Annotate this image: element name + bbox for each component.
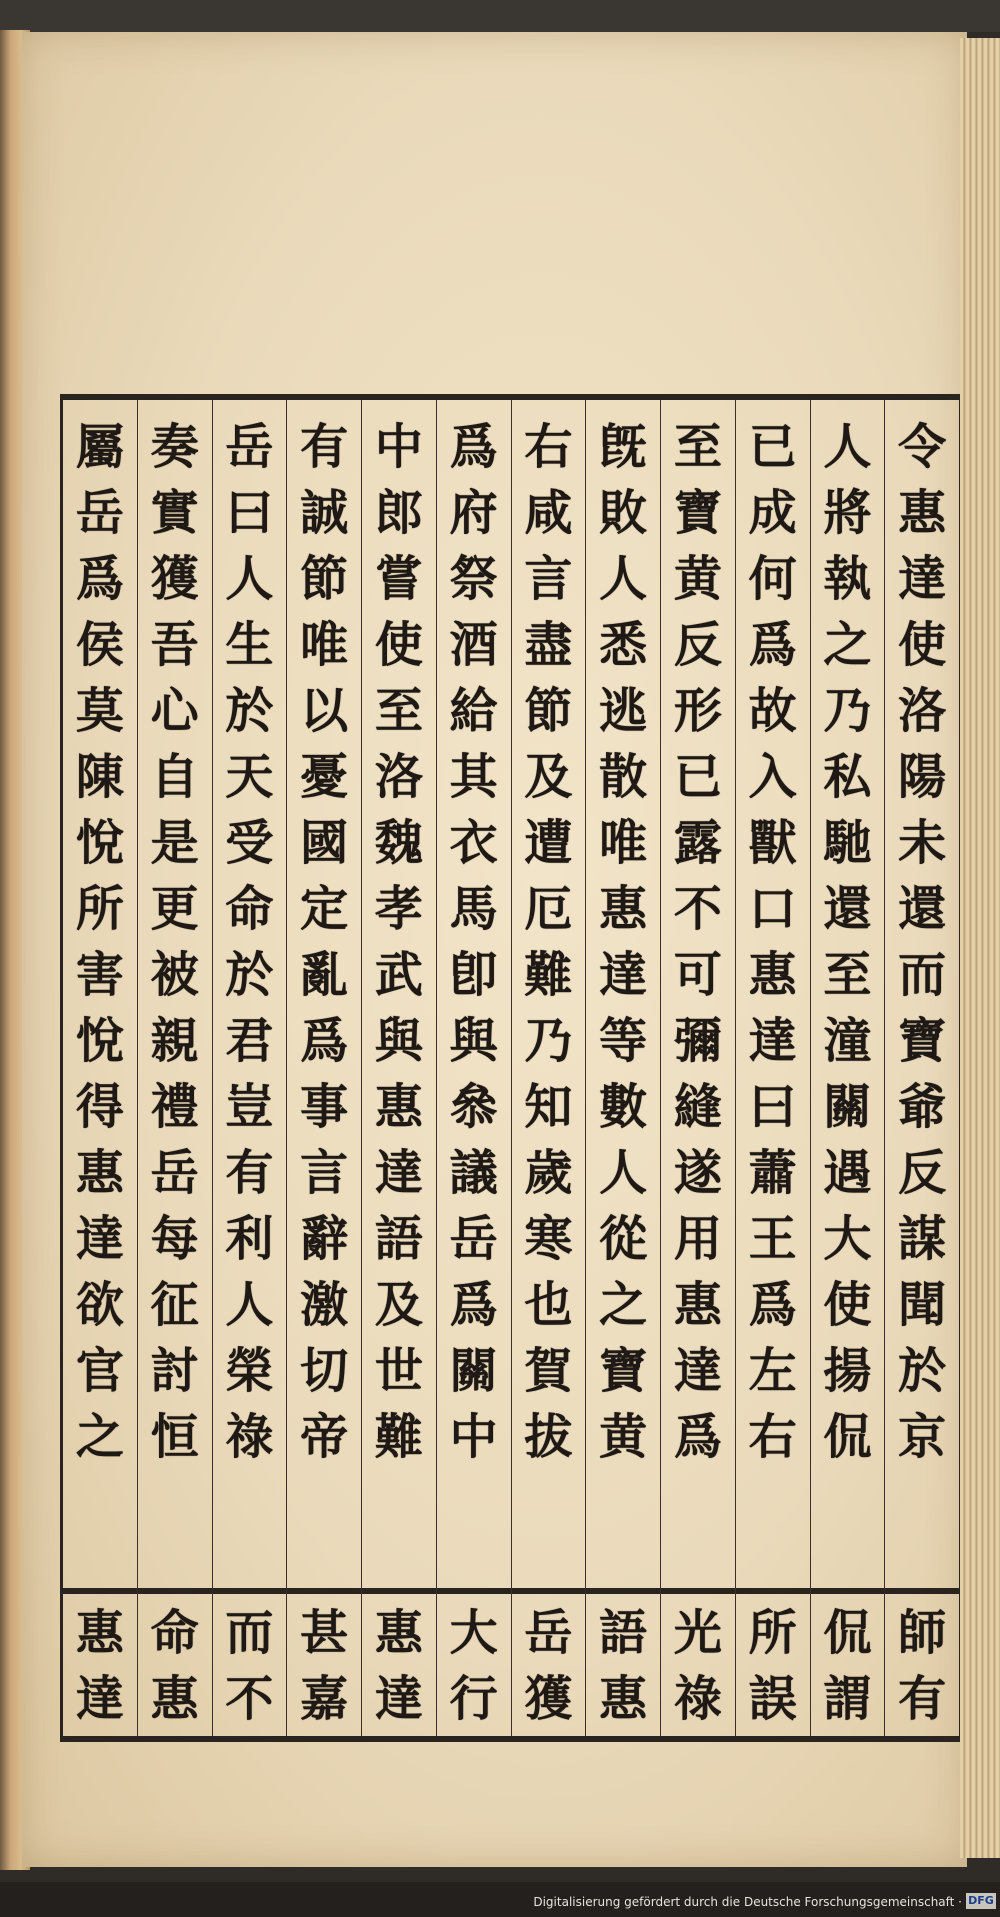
- character: 達: [75, 1211, 124, 1267]
- character: 行: [449, 1671, 498, 1727]
- character: 衣: [449, 815, 498, 871]
- dfg-logo: DFG: [966, 1893, 996, 1909]
- column-upper-text: [674, 414, 722, 1470]
- character: 天: [225, 749, 274, 805]
- character: 惠: [75, 1605, 124, 1661]
- character: 至: [374, 683, 423, 739]
- text-column: [137, 400, 212, 1736]
- column-divider: [736, 1588, 810, 1594]
- character: 師: [898, 1605, 947, 1661]
- character: 人: [823, 419, 872, 475]
- column-divider: [661, 1588, 735, 1594]
- column-lower-text: [287, 1600, 361, 1732]
- character: 陳: [75, 749, 124, 805]
- character: 嘗: [374, 551, 423, 607]
- character: 惠: [898, 485, 947, 541]
- character: 悉: [599, 617, 648, 673]
- column-divider: [811, 1588, 885, 1594]
- character: 命: [150, 1605, 199, 1661]
- character: 反: [898, 1145, 947, 1201]
- character: 征: [150, 1277, 199, 1333]
- text-column: [212, 400, 287, 1736]
- character: 還: [823, 881, 872, 937]
- column-lower-text: [213, 1600, 287, 1732]
- character: 乃: [524, 1013, 573, 1069]
- column-upper-text: [823, 414, 871, 1470]
- character: 唯: [599, 815, 648, 871]
- character: 卽: [449, 947, 498, 1003]
- character: 以: [300, 683, 349, 739]
- character: 遇: [823, 1145, 872, 1201]
- character: 是: [150, 815, 199, 871]
- column-divider: [437, 1588, 511, 1594]
- character: 達: [599, 947, 648, 1003]
- character: 使: [898, 617, 947, 673]
- character: 爲: [75, 551, 124, 607]
- text-column: [735, 400, 810, 1736]
- character: 言: [300, 1145, 349, 1201]
- character: 吾: [150, 617, 199, 673]
- character: 郎: [374, 485, 423, 541]
- character: 歲: [524, 1145, 573, 1201]
- character: 辭: [300, 1211, 349, 1267]
- character: 爺: [898, 1079, 947, 1135]
- character: 誤: [748, 1671, 797, 1727]
- column-divider: [586, 1588, 660, 1594]
- character: 等: [599, 1013, 648, 1069]
- character: 惠: [150, 1671, 199, 1727]
- character: 屬: [75, 419, 124, 475]
- character: 有: [898, 1671, 947, 1727]
- character: 洛: [898, 683, 947, 739]
- character: 惠: [599, 1671, 648, 1727]
- character: 憂: [300, 749, 349, 805]
- character: 賀: [524, 1343, 573, 1399]
- character: 爲: [300, 1013, 349, 1069]
- character: 惠: [599, 881, 648, 937]
- character: 私: [823, 749, 872, 805]
- character: 不: [225, 1671, 274, 1727]
- character: 侯: [75, 617, 124, 673]
- text-column: [63, 400, 137, 1736]
- character: 更: [150, 881, 199, 937]
- column-divider: [213, 1588, 287, 1594]
- column-upper-text: [450, 414, 498, 1470]
- character: 悅: [75, 815, 124, 871]
- character: 中: [449, 1409, 498, 1465]
- character: 敗: [599, 485, 648, 541]
- character: 有: [225, 1145, 274, 1201]
- character: 之: [823, 617, 872, 673]
- column-upper-text: [749, 414, 797, 1470]
- character: 有: [300, 419, 349, 475]
- printed-text-frame: [60, 394, 962, 1742]
- character: 逃: [599, 683, 648, 739]
- column-upper-text: [898, 414, 946, 1470]
- character: 祿: [225, 1409, 274, 1465]
- character: 叅: [449, 1079, 498, 1135]
- character: 咸: [524, 485, 573, 541]
- character: 岳: [75, 485, 124, 541]
- character: 武: [374, 947, 423, 1003]
- character: 實: [150, 485, 199, 541]
- character: 旣: [599, 419, 648, 475]
- character: 惠: [75, 1145, 124, 1201]
- character: 寶: [599, 1343, 648, 1399]
- character: 心: [150, 683, 199, 739]
- character: 馳: [823, 815, 872, 871]
- character: 與: [374, 1013, 423, 1069]
- character: 右: [748, 1409, 797, 1465]
- character: 岳: [225, 419, 274, 475]
- character: 言: [524, 551, 573, 607]
- character: 盡: [524, 617, 573, 673]
- character: 遭: [524, 815, 573, 871]
- character: 於: [898, 1343, 947, 1399]
- character: 爲: [449, 1277, 498, 1333]
- character: 獸: [748, 815, 797, 871]
- text-column: [511, 400, 586, 1736]
- column-upper-text: [151, 414, 199, 1470]
- character: 中: [374, 419, 423, 475]
- character: 及: [374, 1277, 423, 1333]
- character: 寶: [898, 1013, 947, 1069]
- character: 謀: [898, 1211, 947, 1267]
- character: 故: [748, 683, 797, 739]
- character: 親: [150, 1013, 199, 1069]
- column-upper-text: [524, 414, 572, 1470]
- column-upper-text: [225, 414, 273, 1470]
- character: 節: [300, 551, 349, 607]
- character: 府: [449, 485, 498, 541]
- character: 使: [823, 1277, 872, 1333]
- character: 侃: [823, 1409, 872, 1465]
- character: 執: [823, 551, 872, 607]
- character: 黄: [673, 551, 722, 607]
- character: 岳: [449, 1211, 498, 1267]
- character: 還: [898, 881, 947, 937]
- character: 爲: [748, 1277, 797, 1333]
- character: 揚: [823, 1343, 872, 1399]
- character: 切: [300, 1343, 349, 1399]
- character: 數: [599, 1079, 648, 1135]
- character: 謂: [823, 1671, 872, 1727]
- character: 光: [673, 1605, 722, 1661]
- character: 祿: [673, 1671, 722, 1727]
- character: 利: [225, 1211, 274, 1267]
- text-columns: [63, 400, 959, 1736]
- character: 露: [673, 815, 722, 871]
- character: 莫: [75, 683, 124, 739]
- character: 至: [823, 947, 872, 1003]
- character: 定: [300, 881, 349, 937]
- character: 厄: [524, 881, 573, 937]
- character: 悅: [75, 1013, 124, 1069]
- character: 知: [524, 1079, 573, 1135]
- character: 之: [75, 1409, 124, 1465]
- character: 而: [225, 1605, 274, 1661]
- character: 之: [599, 1277, 648, 1333]
- character: 達: [748, 1013, 797, 1069]
- character: 也: [524, 1277, 573, 1333]
- character: 遂: [673, 1145, 722, 1201]
- column-lower-text: [63, 1600, 137, 1732]
- character: 給: [449, 683, 498, 739]
- character: 難: [524, 947, 573, 1003]
- character: 欲: [75, 1277, 124, 1333]
- character: 寶: [673, 485, 722, 541]
- column-upper-text: [599, 414, 647, 1470]
- character: 命: [225, 881, 274, 937]
- character: 帝: [300, 1409, 349, 1465]
- character: 右: [524, 419, 573, 475]
- character: 豈: [225, 1079, 274, 1135]
- character: 散: [599, 749, 648, 805]
- character: 祭: [449, 551, 498, 607]
- character: 每: [150, 1211, 199, 1267]
- character: 被: [150, 947, 199, 1003]
- character: 生: [225, 617, 274, 673]
- character: 縫: [673, 1079, 722, 1135]
- character: 激: [300, 1277, 349, 1333]
- character: 達: [898, 551, 947, 607]
- column-divider: [138, 1588, 212, 1594]
- book-page: [22, 32, 967, 1867]
- column-upper-text: [375, 414, 423, 1470]
- character: 惠: [374, 1079, 423, 1135]
- character: 難: [374, 1409, 423, 1465]
- character: 惠: [374, 1605, 423, 1661]
- character: 恒: [150, 1409, 199, 1465]
- character: 而: [898, 947, 947, 1003]
- character: 甚: [300, 1605, 349, 1661]
- character: 所: [748, 1605, 797, 1661]
- character: 已: [748, 419, 797, 475]
- column-lower-text: [811, 1600, 885, 1732]
- character: 惠: [748, 947, 797, 1003]
- text-column: [810, 400, 885, 1736]
- column-lower-text: [437, 1600, 511, 1732]
- character: 陽: [898, 749, 947, 805]
- column-upper-text: [300, 414, 348, 1470]
- column-divider: [287, 1588, 361, 1594]
- character: 成: [748, 485, 797, 541]
- digitization-credit: Digitalisierung gefördert durch die Deutsche Forschungsgemeinschaft ·: [533, 1895, 962, 1909]
- character: 可: [673, 947, 722, 1003]
- character: 未: [898, 815, 947, 871]
- character: 口: [748, 881, 797, 937]
- character: 至: [673, 419, 722, 475]
- character: 自: [150, 749, 199, 805]
- character: 酒: [449, 617, 498, 673]
- character: 乃: [823, 683, 872, 739]
- character: 奏: [150, 419, 199, 475]
- character: 議: [449, 1145, 498, 1201]
- text-column: [884, 400, 959, 1736]
- character: 蕭: [748, 1145, 797, 1201]
- character: 寒: [524, 1211, 573, 1267]
- text-column: [361, 400, 436, 1736]
- character: 岳: [150, 1145, 199, 1201]
- character: 惠: [673, 1277, 722, 1333]
- character: 曰: [748, 1079, 797, 1135]
- character: 形: [673, 683, 722, 739]
- character: 嘉: [300, 1671, 349, 1727]
- character: 不: [673, 881, 722, 937]
- character: 事: [300, 1079, 349, 1135]
- character: 其: [449, 749, 498, 805]
- column-upper-text: [76, 414, 124, 1470]
- character: 曰: [225, 485, 274, 541]
- character: 爲: [748, 617, 797, 673]
- character: 關: [823, 1079, 872, 1135]
- character: 大: [449, 1605, 498, 1661]
- character: 何: [748, 551, 797, 607]
- character: 爲: [673, 1409, 722, 1465]
- character: 節: [524, 683, 573, 739]
- character: 岳: [524, 1605, 573, 1661]
- character: 亂: [300, 947, 349, 1003]
- text-column: [660, 400, 735, 1736]
- character: 洛: [374, 749, 423, 805]
- column-lower-text: [661, 1600, 735, 1732]
- character: 關: [449, 1343, 498, 1399]
- character: 入: [748, 749, 797, 805]
- character: 及: [524, 749, 573, 805]
- character: 達: [75, 1671, 124, 1727]
- character: 禮: [150, 1079, 199, 1135]
- page-edges: [960, 38, 1000, 1858]
- character: 國: [300, 815, 349, 871]
- character: 害: [75, 947, 124, 1003]
- character: 大: [823, 1211, 872, 1267]
- character: 反: [673, 617, 722, 673]
- character: 從: [599, 1211, 648, 1267]
- character: 使: [374, 617, 423, 673]
- character: 爲: [449, 419, 498, 475]
- character: 獲: [150, 551, 199, 607]
- character: 達: [673, 1343, 722, 1399]
- character: 於: [225, 947, 274, 1003]
- character: 語: [374, 1211, 423, 1267]
- text-column: [585, 400, 660, 1736]
- character: 人: [225, 551, 274, 607]
- character: 人: [599, 551, 648, 607]
- character: 用: [673, 1211, 722, 1267]
- column-divider: [885, 1588, 959, 1594]
- column-lower-text: [138, 1600, 212, 1732]
- character: 聞: [898, 1277, 947, 1333]
- column-lower-text: [885, 1600, 959, 1732]
- character: 獲: [524, 1671, 573, 1727]
- character: 達: [374, 1671, 423, 1727]
- character: 語: [599, 1605, 648, 1661]
- character: 王: [748, 1211, 797, 1267]
- character: 馬: [449, 881, 498, 937]
- character: 榮: [225, 1343, 274, 1399]
- character: 君: [225, 1013, 274, 1069]
- column-lower-text: [512, 1600, 586, 1732]
- character: 已: [673, 749, 722, 805]
- character: 討: [150, 1343, 199, 1399]
- column-lower-text: [586, 1600, 660, 1732]
- character: 與: [449, 1013, 498, 1069]
- column-divider: [362, 1588, 436, 1594]
- character: 得: [75, 1079, 124, 1135]
- character: 於: [225, 683, 274, 739]
- character: 令: [898, 419, 947, 475]
- character: 世: [374, 1343, 423, 1399]
- character: 拔: [524, 1409, 573, 1465]
- character: 唯: [300, 617, 349, 673]
- character: 受: [225, 815, 274, 871]
- column-divider: [63, 1588, 137, 1594]
- character: 侃: [823, 1605, 872, 1661]
- character: 彌: [673, 1013, 722, 1069]
- character: 黄: [599, 1409, 648, 1465]
- character: 潼: [823, 1013, 872, 1069]
- text-column: [436, 400, 511, 1736]
- character: 所: [75, 881, 124, 937]
- scanner-top-bar: [0, 0, 1000, 32]
- column-lower-text: [362, 1600, 436, 1732]
- column-divider: [512, 1588, 586, 1594]
- character: 誠: [300, 485, 349, 541]
- character: 人: [225, 1277, 274, 1333]
- text-column: [286, 400, 361, 1736]
- character: 魏: [374, 815, 423, 871]
- character: 達: [374, 1145, 423, 1201]
- character: 將: [823, 485, 872, 541]
- character: 人: [599, 1145, 648, 1201]
- column-lower-text: [736, 1600, 810, 1732]
- character: 京: [898, 1409, 947, 1465]
- character: 官: [75, 1343, 124, 1399]
- character: 左: [748, 1343, 797, 1399]
- character: 孝: [374, 881, 423, 937]
